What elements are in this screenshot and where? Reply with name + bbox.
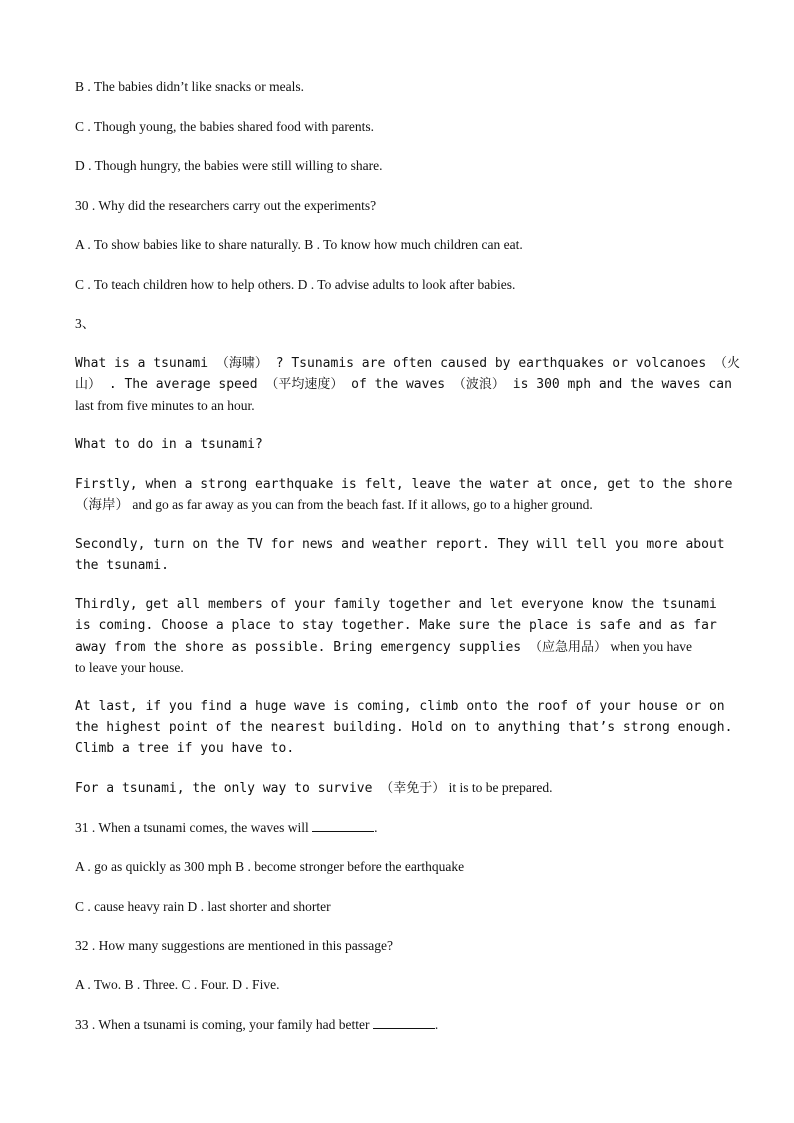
q32-question: 32 . How many suggestions are mentioned in this passage? xyxy=(75,938,393,953)
q31-answer-blank[interactable] xyxy=(312,817,374,832)
passage-p5-line2: is coming. Choose a place to stay together. Make sure the place is safe and as far xyxy=(75,618,717,633)
q33-answer-blank[interactable] xyxy=(373,1014,435,1029)
passage-p6-line3: Climb a tree if you have to. xyxy=(75,741,295,756)
passage-p3-line2: （海岸） and go as far away as you can from the beach fast. If it allows, go to a higher ground. xyxy=(75,497,593,512)
q32-options: A . Two. B . Three. C . Four. D . Five. xyxy=(75,977,280,992)
passage-p3-line1: Firstly, when a strong earthquake is felt, leave the water at once, get to the shore xyxy=(75,477,733,492)
q29-option-b: B . The babies didn’t like snacks or meals. xyxy=(75,79,304,94)
q30-question: 30 . Why did the researchers carry out the experiments? xyxy=(75,198,377,213)
q31-question: 31 . When a tsunami comes, the waves will . xyxy=(75,817,720,838)
passage-p7 xyxy=(75,777,720,799)
q30-options-cd: C . To teach children how to help others. D . To advise adults to look after babies. xyxy=(75,277,516,292)
passage-p6-line1: At last, if you find a huge wave is coming, climb onto the roof of your house or on xyxy=(75,699,725,714)
passage-p2-heading: What to do in a tsunami? xyxy=(75,437,263,452)
passage-p1-line3: last from five minutes to an hour. xyxy=(75,398,255,413)
q29-option-c: C . Though young, the babies shared food with parents. xyxy=(75,119,374,134)
passage-p1-line2: 山） . The average speed （平均速度） of the waves （波浪） is 300 mph and the waves can xyxy=(75,377,732,392)
q31-options-cd: C . cause heavy rain D . last shorter and shorter xyxy=(75,899,331,914)
q29-option-d: D . Though hungry, the babies were still willing to share. xyxy=(75,158,383,173)
q31-question-text: 31 . When a tsunami comes, the waves will xyxy=(75,820,309,835)
q30-options-ab: A . To show babies like to share naturally. B . To know how much children can eat. xyxy=(75,237,523,252)
q33-question: 33 . When a tsunami is coming, your family had better . xyxy=(75,1014,720,1035)
passage-p5-line1: Thirdly, get all members of your family together and let everyone know the tsunami xyxy=(75,597,717,612)
passage-p5-line3 xyxy=(75,636,720,658)
passage-p6-line2: the highest point of the nearest building. Hold on to anything that’s strong enough. xyxy=(75,720,733,735)
passage-p5-line3-main: away from the shore as possible. Bring emergency supplies （应急用品） xyxy=(75,640,607,655)
q31-options-ab: A . go as quickly as 300 mph B . become stronger before the earthquake xyxy=(75,859,465,874)
section-number: 3、 xyxy=(75,316,96,331)
passage-p5-line3-tail: when you have xyxy=(606,639,693,654)
passage-p7-tail: it is to be prepared. xyxy=(445,780,553,795)
passage-p1-line1: What is a tsunami （海啸） ? Tsunamis are often caused by earthquakes or volcanoes （火 xyxy=(75,356,740,371)
passage-p7-main: For a tsunami, the only way to survive （幸免于） xyxy=(75,781,446,796)
q33-question-text: 33 . When a tsunami is coming, your family had better xyxy=(75,1017,370,1032)
passage-p5-line4: to leave your house. xyxy=(75,660,184,675)
passage-p4-line1: Secondly, turn on the TV for news and weather report. They will tell you more about xyxy=(75,537,725,552)
passage-p4-line2: the tsunami. xyxy=(75,558,169,573)
